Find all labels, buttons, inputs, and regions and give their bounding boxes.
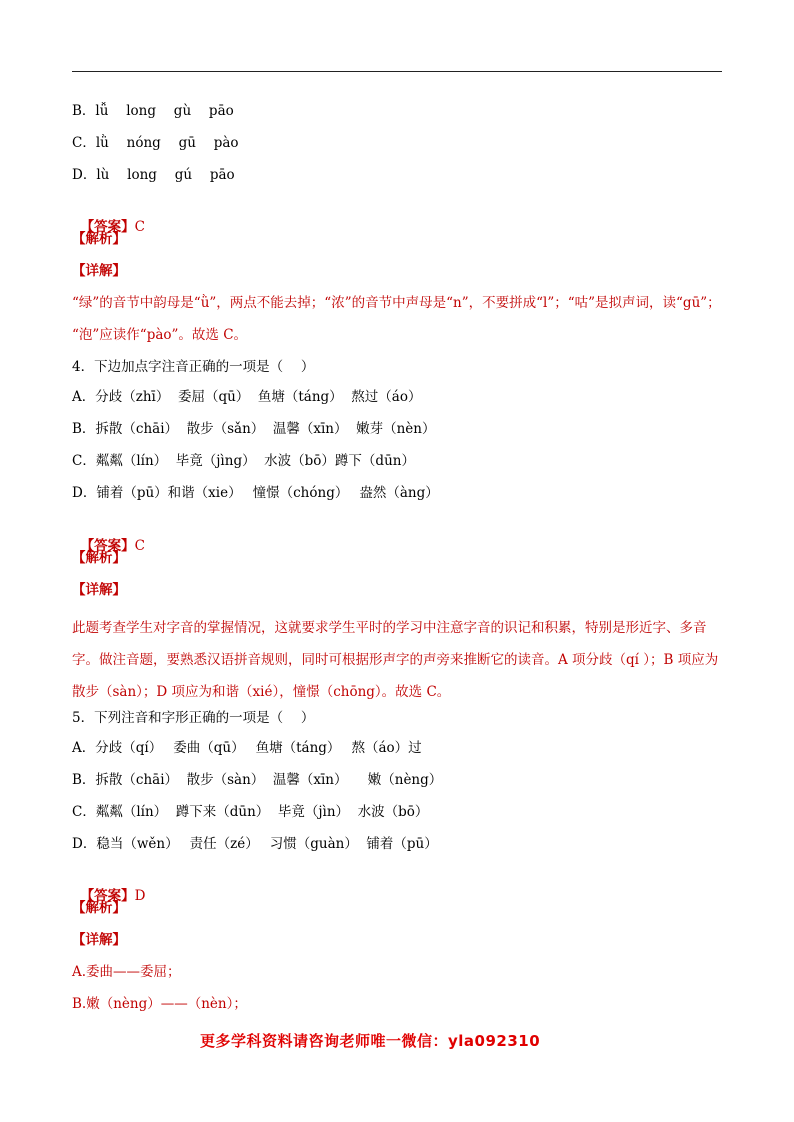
q4-option-c: C．粼粼（lín） 毕竟（jìng） 水波（bō）蹲下（dūn） bbox=[72, 453, 415, 469]
q3-option-c: C．lǜ nóng gū pào bbox=[72, 135, 239, 151]
q4-detail-label: 【详解】 bbox=[72, 582, 126, 598]
q5-option-c: C．粼粼（lín） 蹲下来（dūn） 毕竟（jìn） 水波（bō） bbox=[72, 804, 429, 820]
q3-explain-line-1: “绿”的音节中韵母是“ǜ”，两点不能去掉；“浓”的音节中声母是“n”，不要拼成“l”；“咕”是拟声词，读“gū”； bbox=[72, 295, 721, 311]
q3-option-d: D．lù long gú pāo bbox=[72, 167, 235, 183]
q4-explain: 此题考查学生对字音的掌握情况，这就要求学生平时的学习中注意字音的识记和积累，特别是形近字、多音字。做注音题，要熟悉汉语拼音规则，同时可根据形声字的声旁来推断它的读音。A 项分歧（qí ）；B 项应为散步（sàn）；D 项应为和谐（xié），憧憬（chōng）。故选 C。 bbox=[72, 620, 719, 700]
q5-stem: 5．下列注音和字形正确的一项是（ ） bbox=[72, 710, 315, 726]
footer-contact: 更多学科资料请咨询老师唯一微信：yla092310 bbox=[200, 1032, 541, 1050]
answer-value: C bbox=[134, 219, 145, 235]
q5-option-d: D．稳当（wěn） 责任（zé） 习惯（guàn） 铺着（pū） bbox=[72, 836, 438, 852]
q4-analysis-label: 【解析】 bbox=[72, 550, 126, 566]
q4-option-a: A．分歧（zhī） 委屈（qū） 鱼塘（táng） 熬过（áo） bbox=[72, 389, 422, 405]
q4-stem: 4．下边加点字注音正确的一项是（ ） bbox=[72, 359, 315, 375]
q5-explain-line-1: A.委曲——委屈； bbox=[72, 964, 181, 980]
answer-label: 【答案】 bbox=[80, 219, 135, 235]
q5-option-b: B．拆散（chāi） 散步（sàn） 温馨（xīn） 嫩（nèng） bbox=[72, 772, 443, 788]
header-rule bbox=[72, 71, 722, 72]
answer-value: D bbox=[134, 888, 146, 904]
q3-option-b: B．lǚ long gù pāo bbox=[72, 103, 234, 119]
q5-detail-label: 【详解】 bbox=[72, 932, 126, 948]
q5-explain-line-2: B.嫩（nèng）——（nèn）； bbox=[72, 996, 247, 1012]
q5-option-a: A．分歧（qí） 委曲（qū） 鱼塘（táng） 熬（áo）过 bbox=[72, 740, 422, 756]
q4-option-b: B．拆散（chāi） 散步（sǎn） 温馨（xīn） 嫩芽（nèn） bbox=[72, 421, 436, 437]
answer-value: C bbox=[134, 538, 145, 554]
q4-option-d: D．铺着（pū）和谐（xie） 憧憬（chóng） 盎然（àng） bbox=[72, 485, 439, 501]
q3-explain-line-2: “泡”应读作“pào”。故选 C。 bbox=[72, 327, 248, 343]
q3-detail-label: 【详解】 bbox=[72, 263, 126, 279]
answer-label: 【答案】 bbox=[80, 538, 135, 554]
answer-label: 【答案】 bbox=[80, 888, 135, 904]
q3-analysis-label: 【解析】 bbox=[72, 231, 126, 247]
q5-analysis-label: 【解析】 bbox=[72, 900, 126, 916]
